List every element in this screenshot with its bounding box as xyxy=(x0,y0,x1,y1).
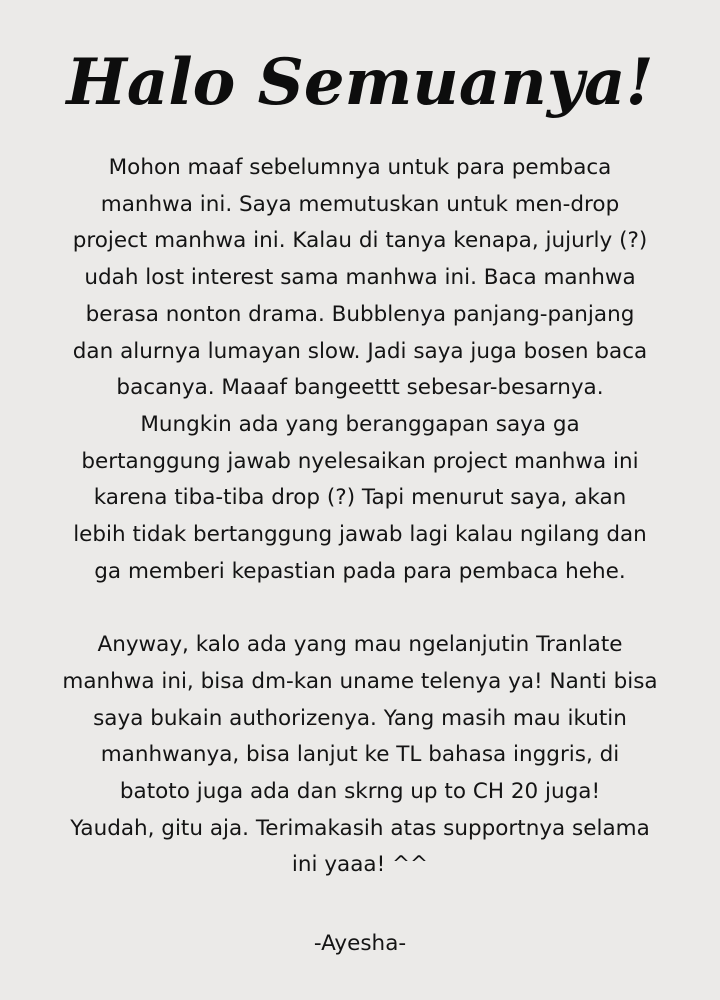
paragraph-1-line: lebih tidak bertanggung jawab lagi kalau ngilang dan xyxy=(73,522,647,548)
paragraph-2-line: saya bukain authorizenya. Yang masih mau ikutin xyxy=(93,705,627,731)
announcement-body xyxy=(30,150,690,884)
paragraph-1-line: bacanya. Maaaf bangeettt sebesar-besarnya. xyxy=(116,375,604,401)
paragraph-2-line: Anyway, kalo ada yang mau ngelanjutin Tranlate xyxy=(97,632,623,658)
paragraph-2-line: batoto juga ada dan skrng up to CH 20 juga! xyxy=(119,778,601,804)
paragraph-1-line: dan alurnya lumayan slow. Jadi saya juga bosen baca xyxy=(72,338,648,364)
paragraph-2-line: ini yaaa! ^^ xyxy=(291,852,429,878)
paragraph-1-line: berasa nonton drama. Bubblenya panjang-panjang xyxy=(85,301,635,327)
paragraph-2-line: manhwa ini, bisa dm-kan uname telenya ya! Nanti bisa xyxy=(62,668,658,694)
paragraph-1-line: project manhwa ini. Kalau di tanya kenapa, jujurly (?) xyxy=(72,228,648,254)
paragraph-1-line: ga memberi kepastian pada para pembaca hehe. xyxy=(94,558,626,584)
signature: -Ayesha- xyxy=(313,931,407,956)
paragraph-1-line: Mungkin ada yang beranggapan saya ga xyxy=(140,411,580,437)
paragraph-1-line: karena tiba-tiba drop (?) Tapi menurut saya, akan xyxy=(93,485,627,511)
paragraph-1-line: manhwa ini. Saya memutuskan untuk men-drop xyxy=(100,191,620,217)
paragraph-1-line: Mohon maaf sebelumnya untuk para pembaca xyxy=(108,155,612,180)
paragraph-1-line: bertanggung jawab nyelesaikan project manhwa ini xyxy=(81,448,639,474)
paragraph-2-line: Yaudah, gitu aja. Terimakasih atas supportnya selama xyxy=(70,815,650,841)
paragraph-gap xyxy=(30,590,690,627)
paragraph-1-line: udah lost interest sama manhwa ini. Baca manhwa xyxy=(84,265,636,291)
page-title: Halo Semuanya! xyxy=(66,45,654,120)
paragraph-2-line: manhwanya, bisa lanjut ke TL bahasa inggris, di xyxy=(100,742,620,768)
